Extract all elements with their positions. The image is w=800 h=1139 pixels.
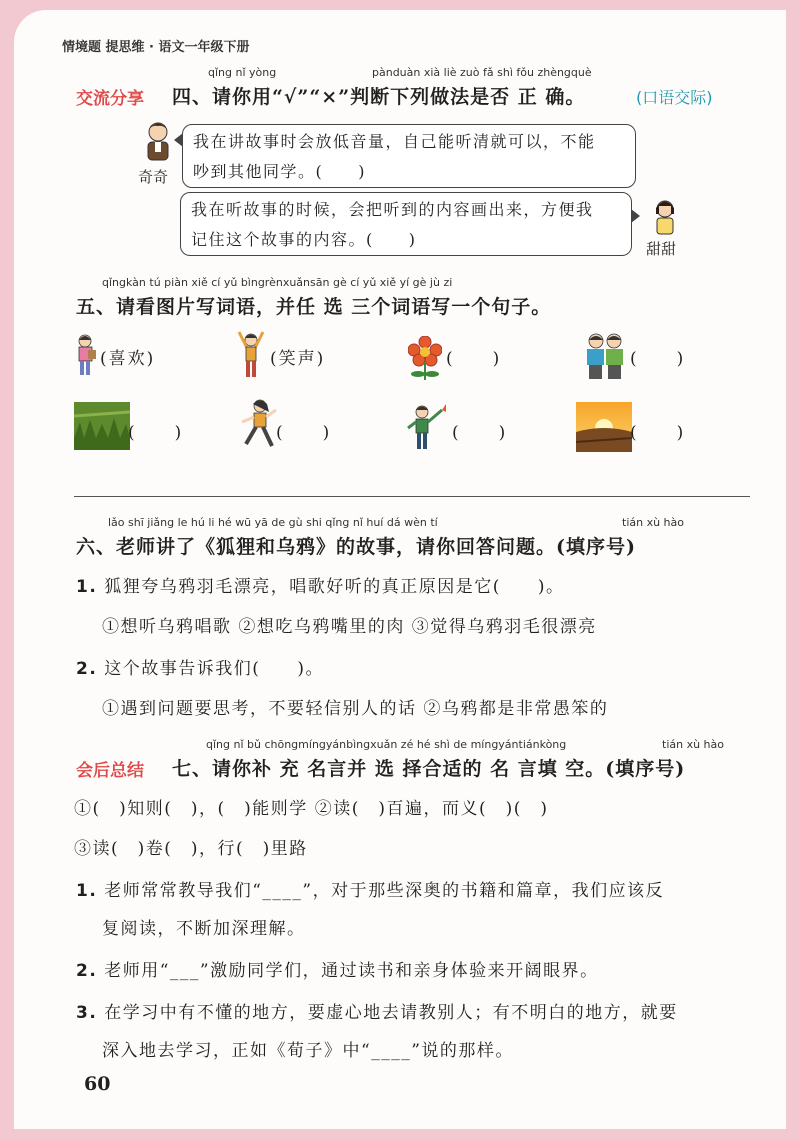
s7-s2-line1: 老师用“___”激励同学们，通过读书和亲身体验来开阔眼界。 bbox=[104, 961, 599, 981]
s6-q1 bbox=[76, 572, 564, 597]
speaker-tiantian: 甜甜 bbox=[646, 240, 677, 258]
bubble-tail bbox=[174, 133, 183, 147]
s7-pinyin-a: qǐng nǐ bǔ chōngmíngyánbìngxuǎn zé hé shì de míngyántiánkòng bbox=[206, 738, 567, 751]
grass-field-icon bbox=[74, 402, 130, 450]
word-xiaosheng: (笑声) bbox=[270, 349, 326, 369]
s4-pinyin-b: pànduàn xià liè zuò fǎ shì fǒu zhèngquè bbox=[372, 66, 592, 79]
s5-pinyin: qǐngkàn tú piàn xiě cí yǔ bìngrènxuǎnsān gè cí yǔ xiě yí gè jù zi bbox=[102, 276, 453, 289]
speech-bubble-tiantian bbox=[180, 192, 632, 256]
worksheet-page bbox=[14, 10, 786, 1129]
tiantian-girl-icon bbox=[650, 198, 680, 236]
s7-question: 七、请你补 充 名言并 选 择合适的 名 言填 空。(填序号) bbox=[172, 758, 686, 780]
s6-pinyin-b: tián xù hào bbox=[622, 516, 684, 529]
page-number: 60 bbox=[84, 1073, 111, 1095]
divider-line bbox=[74, 496, 750, 497]
bubble1-line1: 我在讲故事时会放低音量，自己能听清就可以，不能 bbox=[193, 132, 596, 151]
two-friends-icon bbox=[582, 332, 628, 380]
s7-s3 bbox=[76, 998, 678, 1023]
s6-q1-text: 狐狸夸乌鸦羽毛漂亮，唱歌好听的真正原因是它( )。 bbox=[104, 577, 565, 597]
s7-s1-line1: 老师常常教导我们“____”，对于那些深奥的书籍和篇章，我们应该反 bbox=[104, 881, 665, 901]
page-header: 情境题 提思维 · 语文一年级下册 bbox=[62, 40, 250, 55]
s7-line2: ③读( )卷( )，行( )里路 bbox=[74, 839, 308, 859]
blank-friends: ( ) bbox=[630, 349, 686, 369]
s7-s3-num: 3. bbox=[76, 1003, 98, 1023]
s7-s1-line2: 复阅读，不断加深理解。 bbox=[102, 919, 306, 939]
speech-bubble-qiqi bbox=[182, 124, 636, 188]
s7-s2 bbox=[76, 956, 599, 981]
s7-s1 bbox=[76, 876, 664, 901]
s7-line1: ①( )知则( )，( )能则学 ②读( )百遍，而义( )( ) bbox=[74, 799, 549, 819]
s4-note: (口语交际) bbox=[636, 88, 713, 107]
bubble2-line1: 我在听故事的时候，会把听到的内容画出来，方便我 bbox=[191, 200, 594, 219]
blank-kite: ( ) bbox=[452, 423, 508, 443]
running-girl-icon bbox=[236, 398, 280, 452]
blank-flower: ( ) bbox=[446, 349, 502, 369]
tag-huihou: 会后总结 bbox=[76, 761, 144, 781]
bubble-tail bbox=[631, 209, 640, 223]
bubble2-line2: 记住这个故事的内容。( ) bbox=[191, 230, 417, 249]
flower-icon bbox=[408, 336, 442, 380]
blank-grass: ( ) bbox=[128, 423, 184, 443]
girl-with-doll-icon bbox=[76, 334, 98, 378]
s7-pinyin-b: tián xù hào bbox=[662, 738, 724, 751]
blank-sunset: ( ) bbox=[630, 423, 686, 443]
speaker-qiqi: 奇奇 bbox=[138, 168, 169, 186]
s4-pinyin-a: qǐng nǐ yòng bbox=[208, 66, 277, 79]
blank-running: ( ) bbox=[276, 423, 332, 443]
qiqi-boy-icon bbox=[142, 120, 174, 164]
sunset-field-icon bbox=[576, 402, 632, 452]
tag-jiaoliu: 交流分享 bbox=[76, 89, 144, 109]
s6-q1-num: 1. bbox=[76, 577, 98, 597]
s6-pinyin-a: lǎo shī jiǎng le hú li hé wū yā de gù shi qǐng nǐ huí dá wèn tí bbox=[108, 516, 438, 529]
s7-s3-line2: 深入地去学习，正如《荀子》中“____”说的那样。 bbox=[102, 1041, 514, 1061]
bubble1-line2: 吵到其他同学。( ) bbox=[193, 162, 366, 181]
word-xihuan: (喜欢) bbox=[100, 349, 156, 369]
s7-s2-num: 2. bbox=[76, 961, 98, 981]
s6-q2-num: 2. bbox=[76, 659, 98, 679]
s7-s3-line1: 在学习中有不懂的地方，要虚心地去请教别人；有不明白的地方，就要 bbox=[104, 1003, 678, 1023]
s6-q2 bbox=[76, 654, 324, 679]
s6-q1-options: ①想听乌鸦唱歌 ②想吃乌鸦嘴里的肉 ③觉得乌鸦羽毛很漂亮 bbox=[102, 617, 597, 637]
cheering-child-icon bbox=[236, 330, 266, 380]
s7-s1-num: 1. bbox=[76, 881, 98, 901]
s6-q2-text: 这个故事告诉我们( )。 bbox=[104, 659, 324, 679]
s5-question: 五、请看图片写词语，并任 选 三个词语写一个句子。 bbox=[76, 296, 552, 318]
child-with-kite-icon bbox=[406, 402, 446, 452]
s6-question: 六、老师讲了《狐狸和乌鸦》的故事，请你回答问题。(填序号) bbox=[76, 536, 636, 558]
s6-q2-options: ①遇到问题要思考，不要轻信别人的话 ②乌鸦都是非常愚笨的 bbox=[102, 699, 609, 719]
s4-question: 四、请你用“√”“×”判断下列做法是否 正 确。 bbox=[172, 86, 586, 108]
